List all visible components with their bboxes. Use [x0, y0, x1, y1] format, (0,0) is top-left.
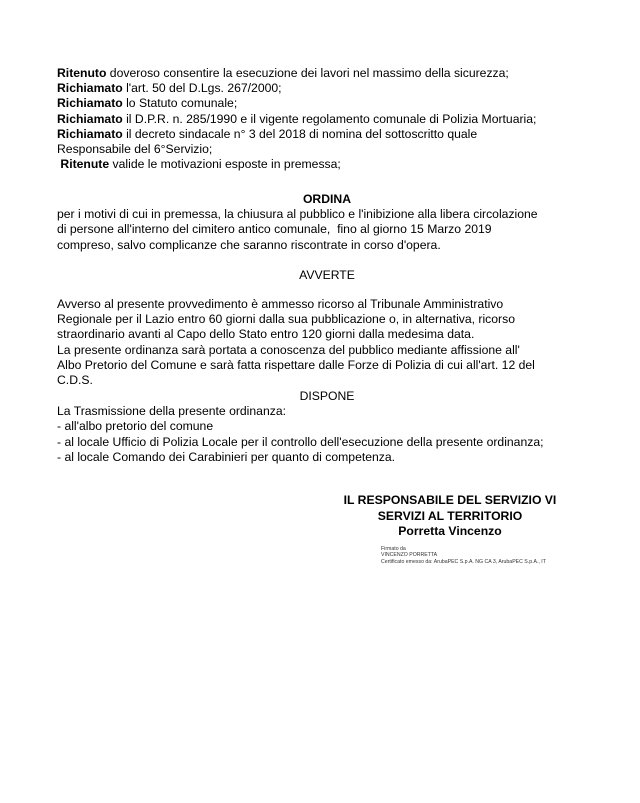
- premise-text: l'art. 50 del D.Lgs. 267/2000;: [122, 81, 282, 96]
- signature-block: [300, 493, 600, 540]
- dispone-heading: DISPONE: [299, 389, 355, 403]
- avverte-section: [57, 268, 597, 283]
- premise-text: valide le motivazioni esposte in premessa;: [109, 157, 341, 172]
- dispone-line: - all'albo pretorio del comune: [57, 419, 214, 434]
- digital-signature-line: VINCENZO PORRETTA: [381, 552, 438, 559]
- premise-text: il D.P.R. n. 285/1990 e il vigente regolamento comunale di Polizia Mortuaria;: [122, 111, 537, 126]
- avverte-line: Avverso al presente provvedimento è ammesso ricorso al Tribunale Amministrativo: [57, 297, 504, 311]
- avverte-line: La presente ordinanza sarà portata a conoscenza del pubblico mediante affissione all': [57, 342, 520, 357]
- dispone-line: - al locale Comando dei Carabinieri per quanto di competenza.: [57, 449, 396, 464]
- premise-text: il decreto sindacale n° 3 del 2018 di nomina del sottoscritto quale: [122, 126, 478, 141]
- dispone-line: - al locale Ufficio di Polizia Locale per il controllo dell'esecuzione della presente ordinanza;: [57, 434, 544, 449]
- premise-line: [57, 96, 597, 111]
- ordina-heading: ORDINA: [302, 192, 352, 206]
- premise-keyword: Ritenuto: [57, 66, 107, 80]
- ordina-line: compreso, salvo complicanze che saranno riscontrate in corso d'opera.: [57, 237, 441, 252]
- ordina-line: per i motivi di cui in premessa, la chiusura al pubblico e l'inibizione alla libera circolazione: [57, 207, 538, 222]
- premise-keyword: Richiamato: [57, 96, 123, 111]
- premise-text: Responsabile del 6°Servizio;: [57, 142, 213, 157]
- premise-line: [57, 66, 597, 81]
- premise-text: lo Statuto comunale;: [122, 96, 238, 111]
- ordina-section: [57, 192, 597, 253]
- signature-department: SERVIZI AL TERRITORIO: [377, 508, 523, 523]
- premise-line: [57, 157, 597, 172]
- digital-signature-stamp: [381, 546, 546, 565]
- avverte-heading: AVVERTE: [299, 268, 355, 282]
- premise-keyword: Richiamato: [57, 111, 123, 126]
- dispone-line: La Trasmissione della presente ordinanza:: [57, 404, 286, 419]
- avverte-body: [57, 297, 597, 388]
- signature-name: Porretta Vincenzo: [398, 524, 502, 538]
- ordina-line: di persone all'interno del cimitero antico comunale, fino al giorno 15 Marzo 2019: [57, 222, 492, 237]
- avverte-line: Regionale per il Lazio entro 60 giorni dalla sua pubblicazione o, in alternativa, ricorso: [57, 312, 515, 327]
- premise-line: [57, 81, 597, 96]
- premise-line: [57, 112, 597, 127]
- premises-block: [57, 66, 597, 172]
- digital-signature-line: Certificato emesso da: ArubaPEC S.p.A. NG CA 3, ArubaPEC S.p.A., IT: [381, 558, 546, 565]
- signature-title: IL RESPONSABILE DEL SERVIZIO VI: [343, 493, 557, 507]
- dispone-section: [57, 389, 597, 465]
- avverte-line: Albo Pretorio del Comune e sarà fatta rispettare dalle Forze di Polizia di cui all'art. 12 del: [57, 357, 535, 372]
- avverte-line: C.D.S.: [57, 373, 93, 388]
- premise-line: [57, 127, 597, 142]
- premise-text: doveroso consentire la esecuzione dei lavori nel massimo della sicurezza;: [106, 66, 509, 80]
- digital-signature-line: Firmato da: [381, 546, 406, 552]
- premise-keyword: Richiamato: [57, 126, 123, 141]
- premise-keyword: Richiamato: [57, 81, 123, 96]
- avverte-line: straordinario avanti al Capo dello Stato entro 120 giorni dalla medesima data.: [57, 327, 475, 342]
- premise-keyword: Ritenute: [57, 157, 110, 172]
- premise-line: [57, 142, 597, 157]
